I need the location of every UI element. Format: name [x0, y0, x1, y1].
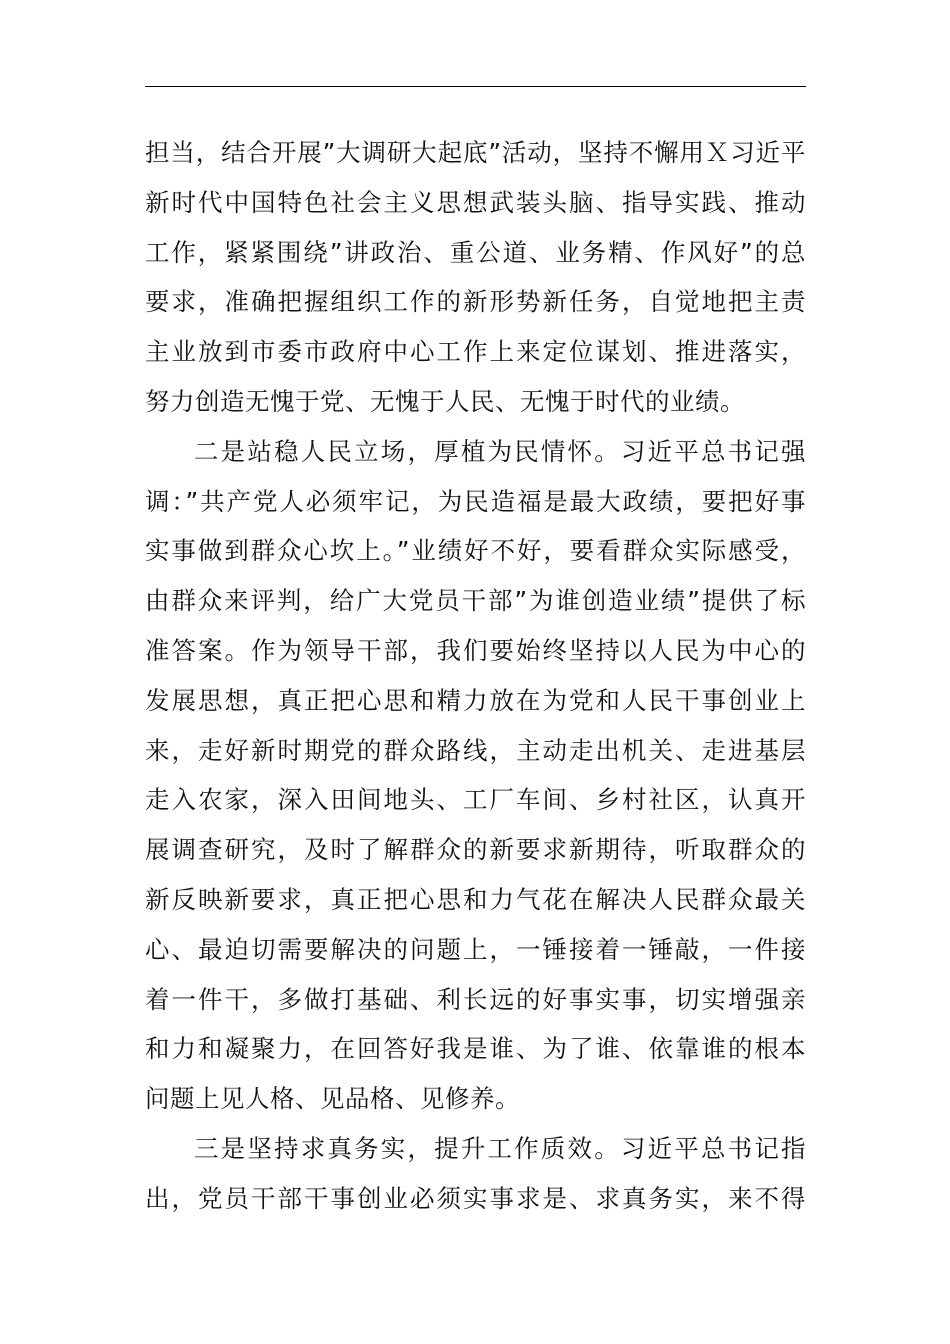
- text-line: 来，走好新时期党的群众路线，主动走出机关、走进基层: [145, 735, 806, 765]
- document-body: [145, 128, 806, 1224]
- text-line: 调：”共产党人必须牢记，为民造福是最大政绩，要把好事: [145, 486, 806, 516]
- text-line: 问题上见人格、见品格、见修养。: [145, 1084, 520, 1114]
- text-line: 努力创造无愧于党、无愧于人民、无愧于时代的业绩。: [145, 386, 745, 416]
- text-line: 新反映新要求，真正把心思和力气花在解决人民群众最关: [145, 884, 806, 914]
- text-line: 发展思想，真正把心思和精力放在为党和人民干事创业上: [145, 685, 806, 715]
- text-line: 新时代中国特色社会主义思想武装头脑、指导实践、推动: [145, 187, 806, 217]
- text-line: 担当，结合开展”大调研大起底”活动，坚持不懈用Ｘ习近平: [145, 138, 806, 167]
- text-line: 工作，紧紧围绕”讲政治、重公道、业务精、作风好”的总: [145, 237, 806, 267]
- text-line: 出，党员干部干事创业必须实事求是、求真务实，来不得: [145, 1183, 806, 1213]
- text-line: 要求，准确把握组织工作的新形势新任务，自觉地把主责: [145, 287, 806, 317]
- paragraph-first-line: 三是坚持求真务实，提升工作质效。习近平总书记指: [194, 1133, 806, 1163]
- text-line: 展调查研究，及时了解群众的新要求新期待，听取群众的: [145, 835, 806, 865]
- text-line: 实事做到群众心坎上。”业绩好不好，要看群众实际感受，: [145, 536, 806, 566]
- paragraph-first-line: 二是站稳人民立场，厚植为民情怀。习近平总书记强: [194, 436, 806, 466]
- text-line: 和力和凝聚力，在回答好我是谁、为了谁、依靠谁的根本: [145, 1034, 806, 1064]
- text-line: 准答案。作为领导干部，我们要始终坚持以人民为中心的: [145, 635, 806, 665]
- text-line: 走入农家，深入田间地头、工厂车间、乡村社区，认真开: [145, 785, 806, 815]
- header-rule: [145, 86, 806, 87]
- text-line: 心、最迫切需要解决的问题上，一锤接着一锤敲，一件接: [145, 934, 806, 964]
- text-line: 由群众来评判，给广大党员干部”为谁创造业绩”提供了标: [145, 586, 806, 616]
- text-line: 着一件干，多做打基础、利长远的好事实事，切实增强亲: [145, 984, 806, 1014]
- text-line: 主业放到市委市政府中心工作上来定位谋划、推进落实，: [145, 337, 806, 367]
